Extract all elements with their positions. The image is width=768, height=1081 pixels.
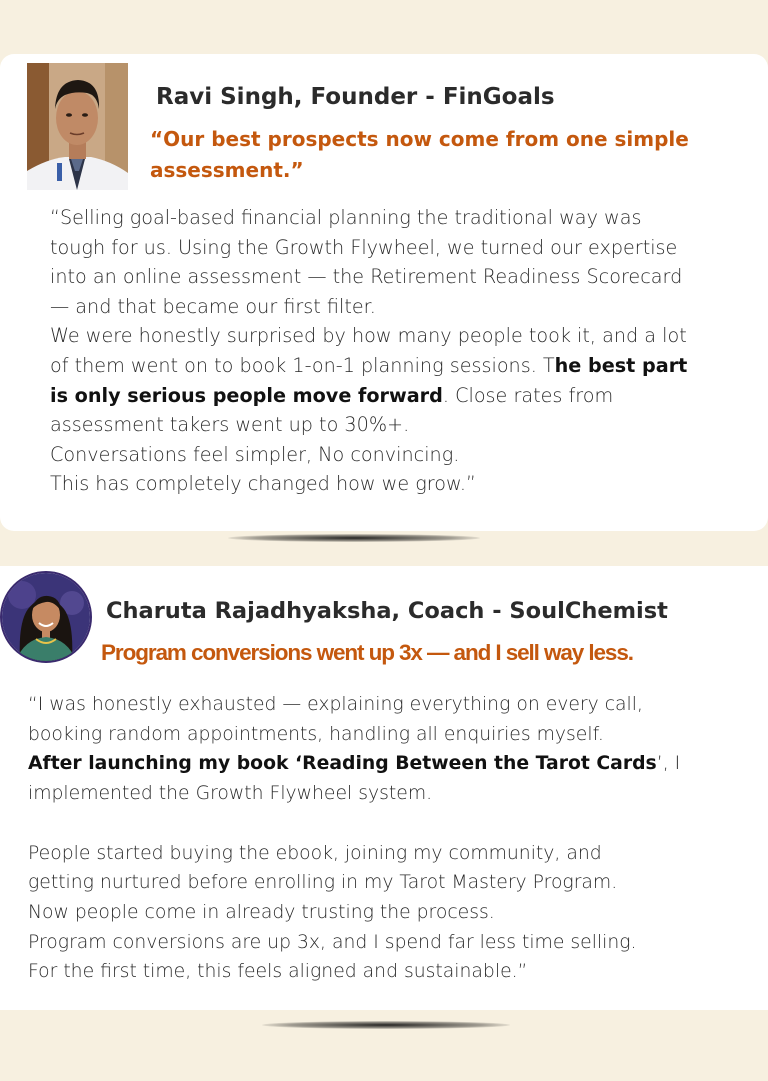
- body-line: booking random appointments, handling all enquiries myself.: [28, 723, 604, 745]
- card-shadow: [228, 534, 480, 542]
- testimonial-author-name: Charuta Rajadhyaksha, Coach - SoulChemist: [106, 598, 668, 624]
- headline-line: “Our best prospects now come from one simple: [150, 127, 689, 151]
- body-line: — and that became our first filter.: [50, 294, 376, 318]
- testimonial-headline: Program conversions went up 3x — and I sell way less.: [101, 640, 633, 665]
- body-line: “I was honestly exhausted — explaining everything on every call,: [28, 694, 643, 715]
- body-line: Now people come in already trusting the process.: [28, 901, 495, 923]
- body-line: “Selling goal-based financial planning the traditional way was: [50, 206, 642, 229]
- body-text: . Close rates from: [442, 383, 614, 407]
- testimonial-headline: [150, 124, 750, 186]
- body-line: assessment takers went up to 30%+.: [50, 413, 410, 437]
- body-line: [50, 351, 750, 381]
- body-line: We were honestly surprised by how many people took it, and a lot: [50, 324, 687, 348]
- body-line: [50, 381, 750, 411]
- body-highlight: After launching my book ‘Reading Between the Tarot Cards: [28, 753, 657, 775]
- testimonial-body: [50, 203, 750, 499]
- paragraph-gap: [28, 809, 748, 839]
- headline-line: assessment.”: [150, 158, 304, 182]
- portrait-image: [27, 63, 128, 190]
- body-line: tough for us. Using the Growth Flywheel, we turned our expertise: [50, 235, 678, 259]
- body-line: Conversations feel simpler, No convincing.: [50, 442, 460, 466]
- testimonial-body: [28, 690, 748, 987]
- body-line: For the first time, this feels aligned and sustainable.”: [28, 961, 528, 983]
- body-line: People started buying the ebook, joining my community, and: [28, 842, 602, 864]
- portrait-image: [2, 573, 90, 661]
- body-line: This has completely changed how we grow.”: [50, 472, 476, 496]
- body-text: ’, I: [656, 753, 681, 775]
- body-line: getting nurtured before enrolling in my Tarot Mastery Program.: [28, 872, 618, 894]
- charuta-photo: [0, 571, 92, 663]
- body-line: [28, 749, 748, 779]
- body-line: Program conversions are up 3x, and I spend far less time selling.: [28, 931, 637, 953]
- body-line: into an online assessment — the Retirement Readiness Scorecard: [50, 265, 683, 289]
- body-text: of them went on to book 1-on-1 planning sessions. T: [50, 353, 555, 377]
- ravi-singh-photo: [27, 63, 128, 190]
- body-highlight: he best part: [554, 353, 688, 377]
- card-shadow: [262, 1021, 510, 1029]
- body-line: implemented the Growth Flywheel system.: [28, 783, 433, 805]
- body-highlight: is only serious people move forward: [50, 383, 443, 407]
- testimonial-author-name: Ravi Singh, Founder - FinGoals: [156, 84, 555, 110]
